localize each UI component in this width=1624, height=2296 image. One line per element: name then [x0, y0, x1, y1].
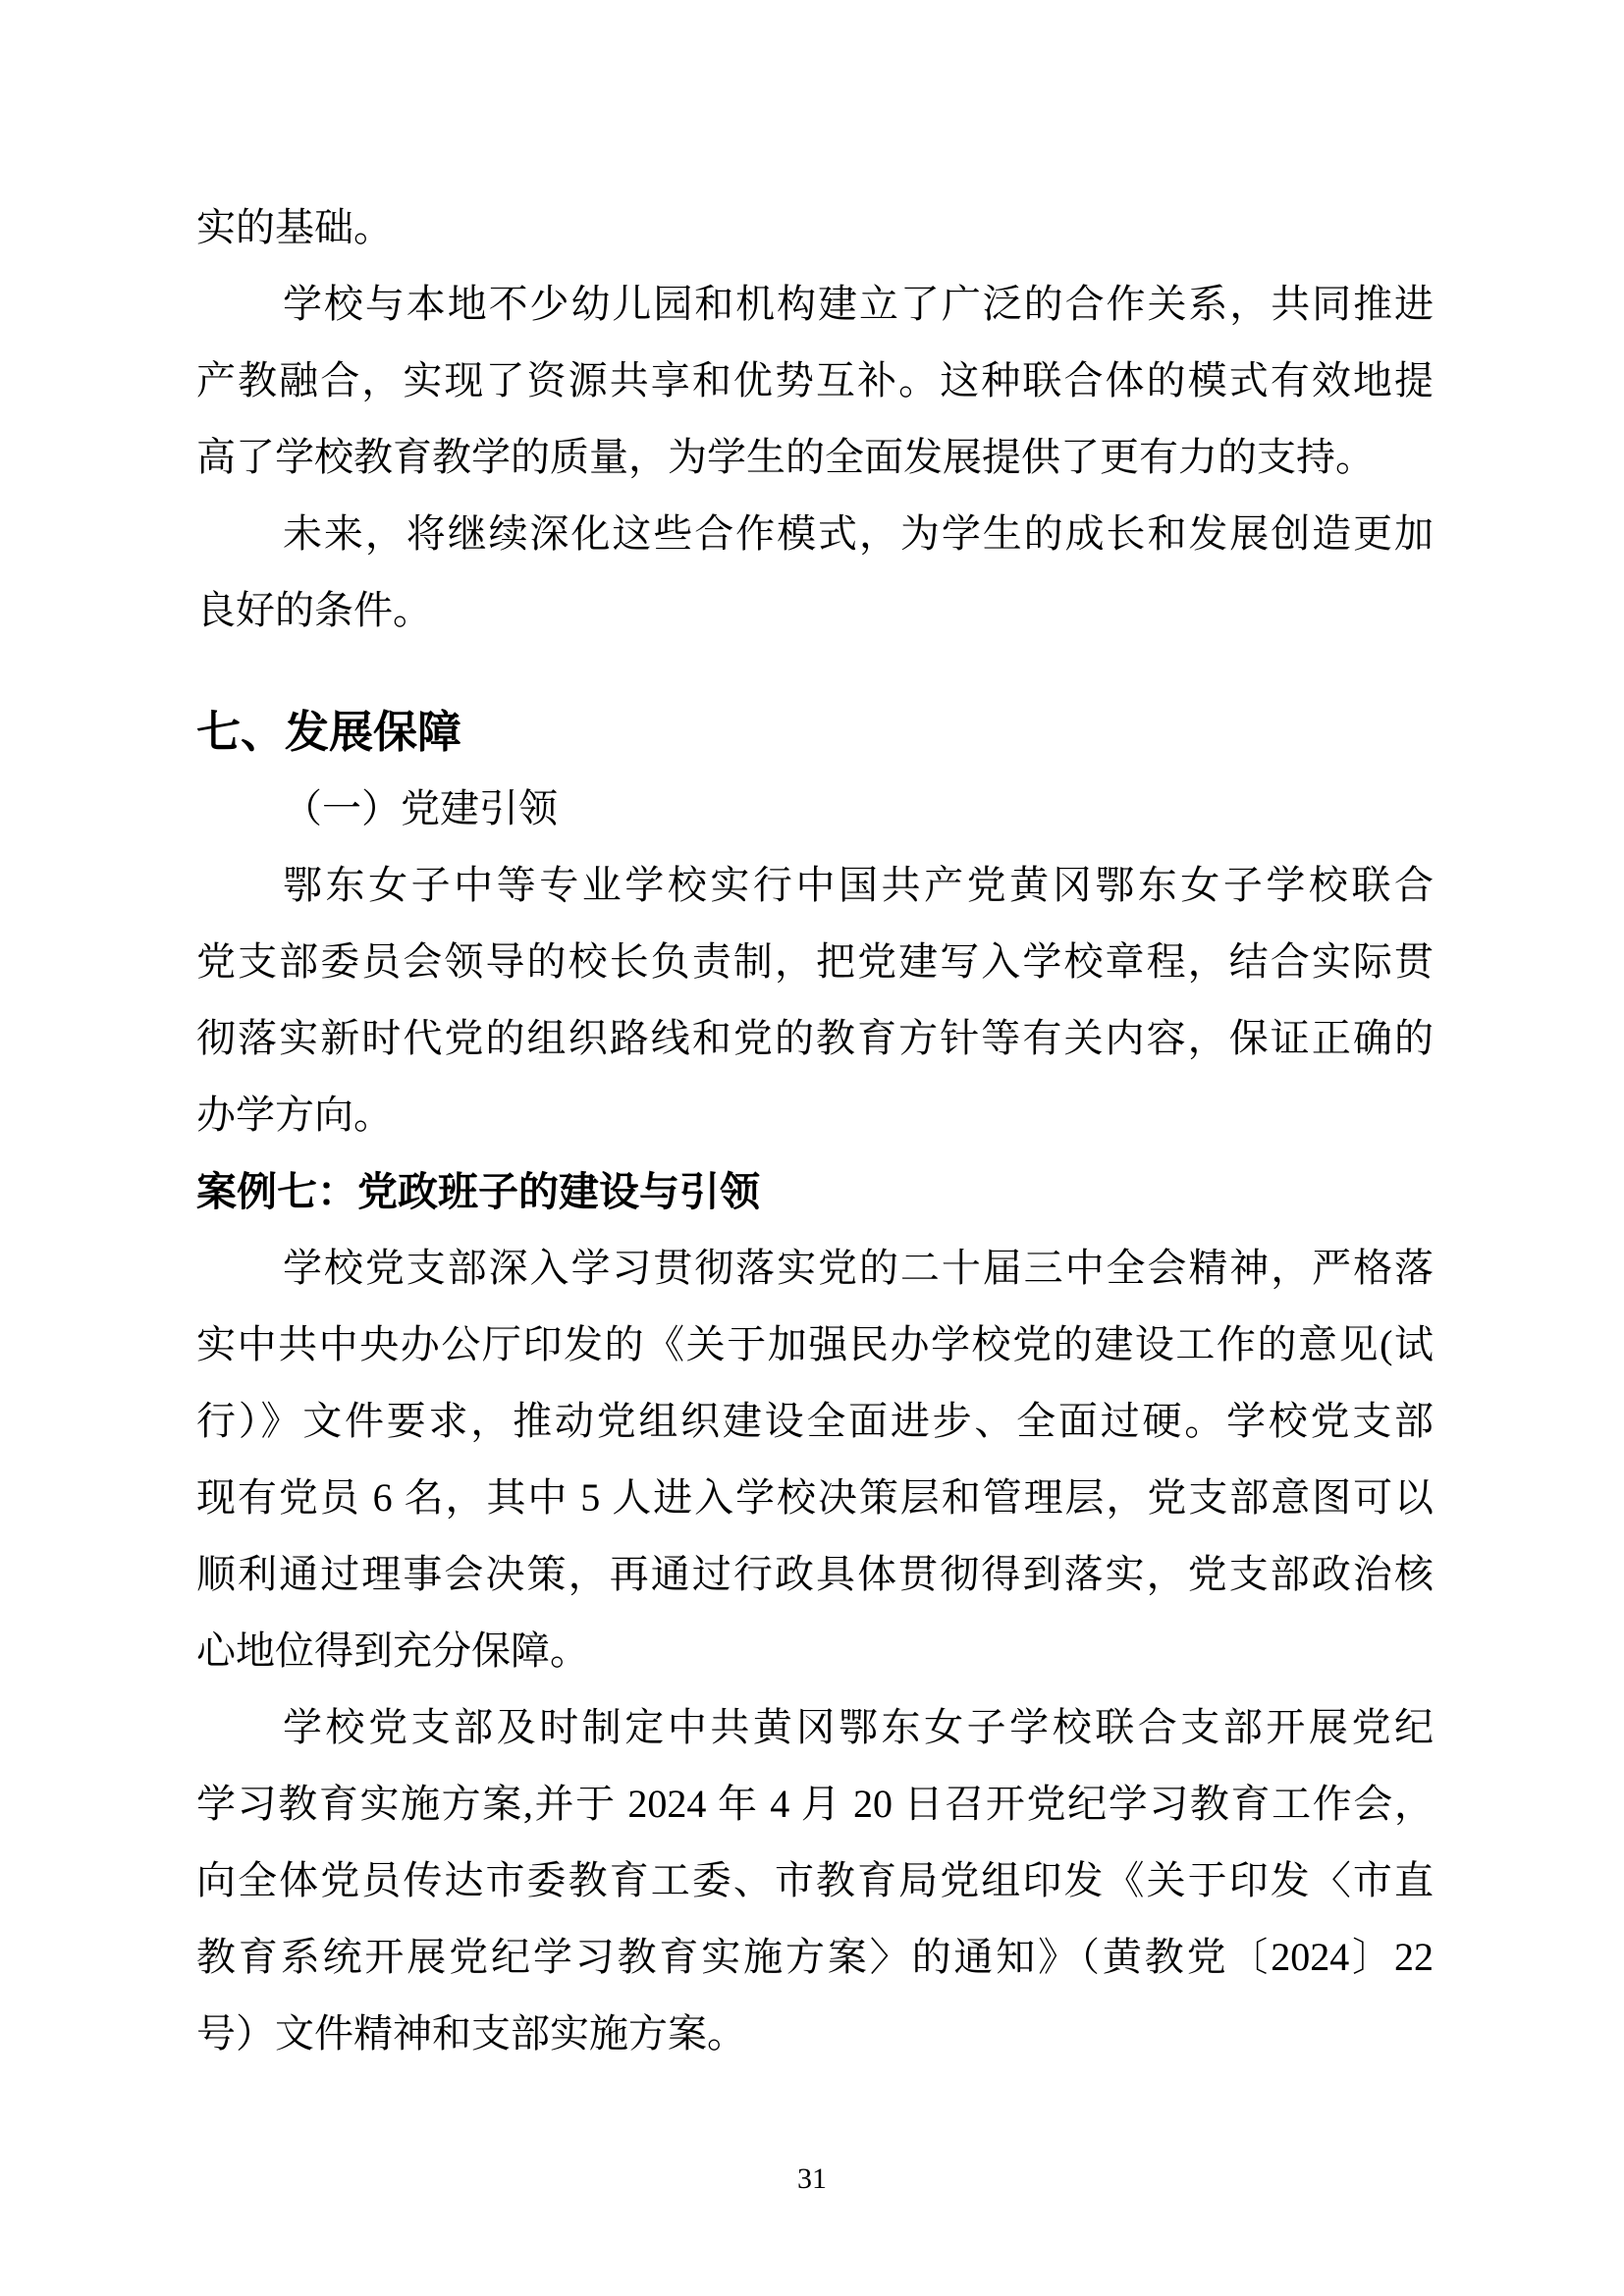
text-line: 实中共中央办公厅印发的《关于加强民办学校党的建设工作的意见(试 [196, 1322, 1434, 1366]
text-line: 办学方向。 [196, 1093, 393, 1137]
text-line: 顺利通过理事会决策，再通过行政具体贯彻得到落实，党支部政治核 [196, 1552, 1434, 1596]
text-line: （一）党建引领 [283, 786, 558, 830]
text-line: 鄂东女子中等专业学校实行中国共产党黄冈鄂东女子学校联合 [283, 863, 1434, 907]
text-line: 行）》文件要求，推动党组织建设全面进步、全面过硬。学校党支部 [196, 1399, 1434, 1443]
text-line: 产教融合，实现了资源共享和优势互补。这种联合体的模式有效地提 [196, 358, 1434, 402]
heading-case-seven [196, 1153, 1434, 1230]
para-future [196, 496, 1434, 649]
text-line: 现有党员 6 名，其中 5 人进入学校决策层和管理层，党支部意图可以 [196, 1475, 1434, 1520]
text-line: 良好的条件。 [196, 588, 432, 632]
text-line: 党支部委员会领导的校长负责制，把党建写入学校章程，结合实际贯 [196, 939, 1434, 984]
text-line: 学校与本地不少幼儿园和机构建立了广泛的合作关系，共同推进 [283, 282, 1434, 326]
heading-section-seven [196, 694, 1434, 771]
content [196, 189, 1434, 2072]
text-line: 案例七：党政班子的建设与引领 [196, 1169, 760, 1214]
para-foundation-end [196, 189, 1434, 266]
text-line: 未来，将继续深化这些合作模式，为学生的成长和发展创造更加 [283, 511, 1434, 556]
para-cooperation [196, 266, 1434, 496]
text-line: 七、发展保障 [196, 707, 462, 757]
para-discipline-education [196, 1689, 1434, 2072]
text-line: 向全体党员传达市委教育工委、市教育局党组印发《关于印发〈市直 [196, 1858, 1434, 1902]
text-line: 实的基础。 [196, 205, 393, 249]
para-subheading-party-building [196, 771, 1434, 847]
page-footer [0, 2156, 1624, 2203]
para-party-branch-building [196, 1230, 1434, 1689]
text-line: 教育系统开展党纪学习教育实施方案〉的通知》（黄教党〔2024〕22 [196, 1935, 1434, 1979]
text-line: 学校党支部深入学习贯彻落实党的二十届三中全会精神，严格落 [283, 1246, 1434, 1290]
text-line: 彻落实新时代党的组织路线和党的教育方针等有关内容，保证正确的 [196, 1016, 1434, 1060]
text-line: 学校党支部及时制定中共黄冈鄂东女子学校联合支部开展党纪 [283, 1705, 1434, 1749]
text-line: 学习教育实施方案,并于 2024 年 4 月 20 日召开党纪学习教育工作会， [196, 1782, 1434, 1826]
page-number: 31 [797, 2163, 827, 2195]
text-line: 号）文件精神和支部实施方案。 [196, 2011, 746, 2056]
text-line: 心地位得到充分保障。 [196, 1629, 589, 1673]
para-party-leadership [196, 847, 1434, 1153]
text-line: 高了学校教育教学的质量，为学生的全面发展提供了更有力的支持。 [196, 435, 1375, 479]
